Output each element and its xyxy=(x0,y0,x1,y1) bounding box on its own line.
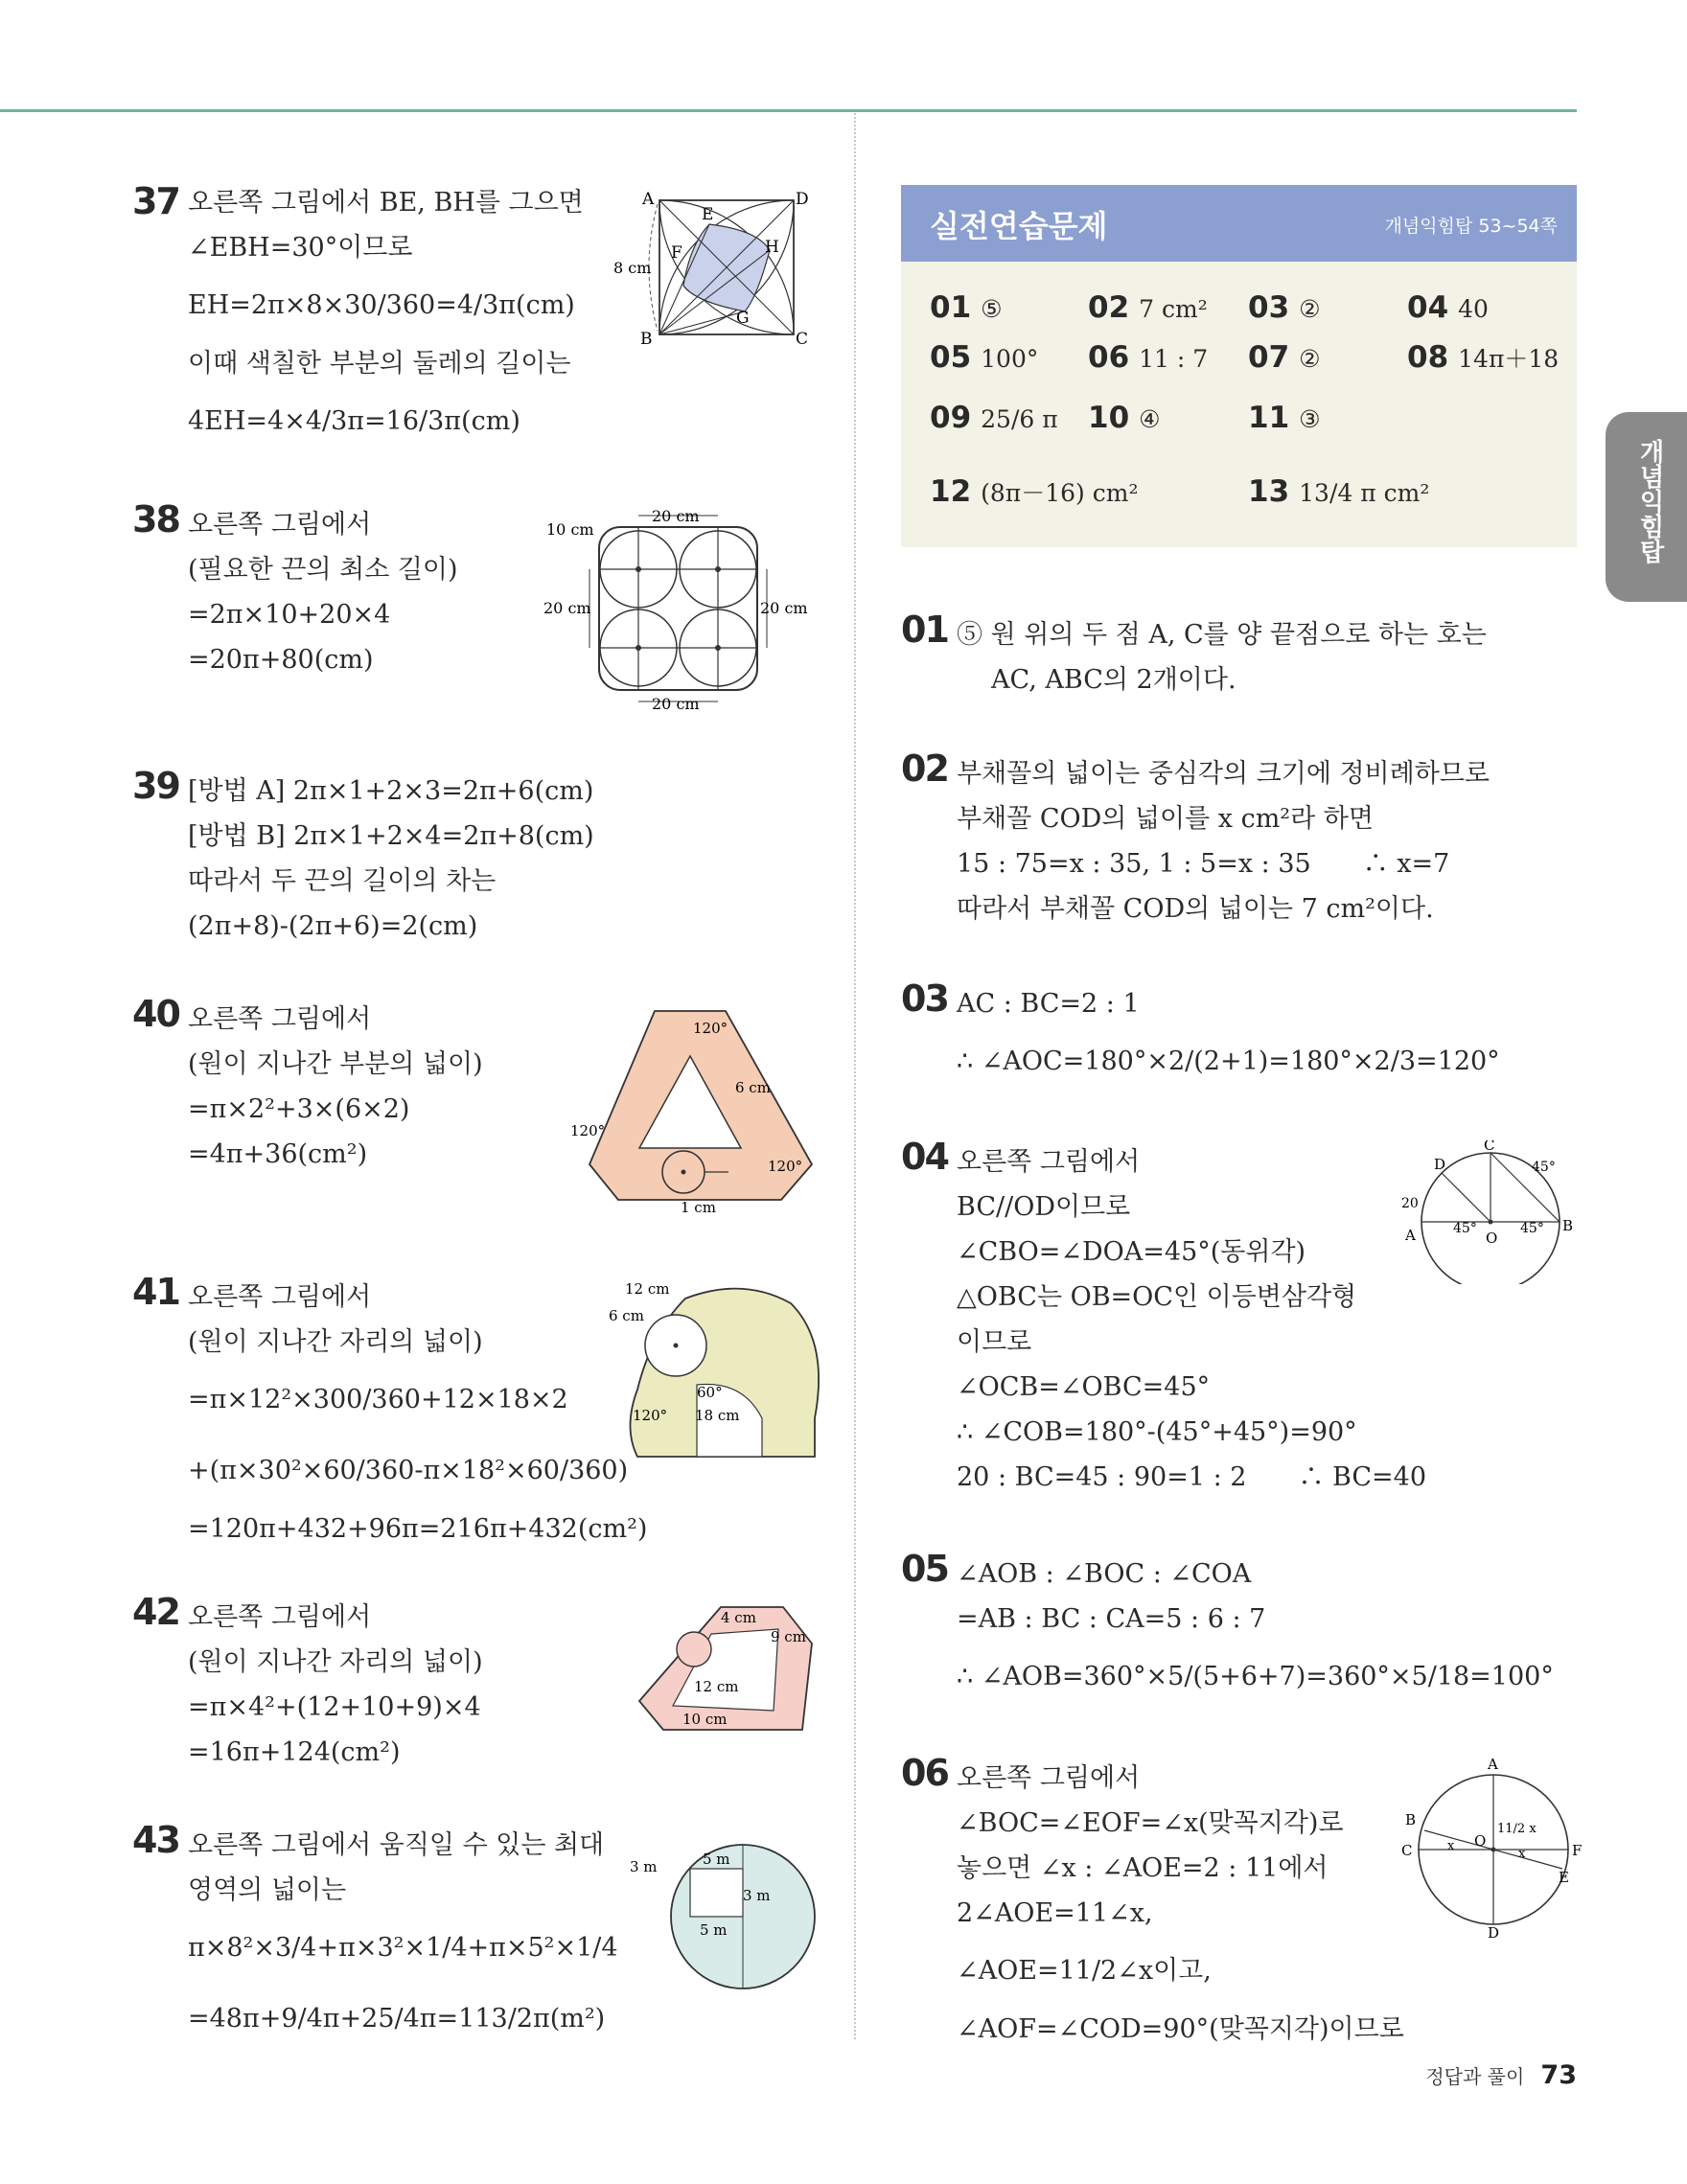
figure-40 xyxy=(570,997,820,1217)
solution-line: =AB : BC : CA=5 : 6 : 7 xyxy=(957,1604,1266,1634)
label-18cm: 18 cm xyxy=(695,1407,740,1424)
solution-line: π×8²×3/4+π×3²×1/4+π×5²×1/4 xyxy=(188,1933,618,1963)
solution-line: 오른쪽 그림에서 xyxy=(188,1004,372,1034)
label-3m-left: 3 m xyxy=(630,1858,658,1875)
solution-line: 오른쪽 그림에서 xyxy=(188,1282,372,1312)
solution-line: 오른쪽 그림에서 BE, BH를 그으면 xyxy=(188,188,584,218)
figure-06 xyxy=(1398,1754,1589,1941)
label-A: A xyxy=(642,190,655,209)
solution-line: EH=2π×8×30/360=4/3π(cm) xyxy=(188,290,575,320)
label-A: A xyxy=(1405,1227,1416,1244)
problem-number: 40 xyxy=(132,993,179,1035)
solution-line: =π×2²+3×(6×2) xyxy=(188,1094,410,1124)
solution-line: +(π×30²×60/360-π×18²×60/360) xyxy=(188,1456,629,1485)
label-radius: 1 cm xyxy=(681,1199,716,1216)
solution-line: 놓으면 ∠x : ∠AOE=2 : 11에서 xyxy=(957,1853,1329,1883)
problem-number: 05 xyxy=(901,1548,948,1590)
label-width: 6 cm xyxy=(735,1079,771,1096)
label-5m-bottom: 5 m xyxy=(700,1921,728,1939)
label-bottom: 20 cm xyxy=(652,695,700,713)
figure-42 xyxy=(625,1596,826,1749)
page-footer xyxy=(1425,2060,1577,2090)
solution-line: 4EH=4×4/3π=16/3π(cm) xyxy=(188,406,520,436)
label-E: E xyxy=(1559,1869,1569,1886)
label-20: 20 xyxy=(1401,1196,1419,1211)
label-12cm: 12 cm xyxy=(625,1280,670,1298)
label-45-top: 45° xyxy=(1532,1160,1556,1175)
label-60deg: 60° xyxy=(697,1384,723,1401)
answer-box-title: 실전연습문제 xyxy=(930,208,1108,244)
answer-box-ref: 개념익힘탑 53~54쪽 xyxy=(1384,216,1558,237)
solution-line: =120π+432+96π=216π+432(cm²) xyxy=(188,1514,648,1544)
figure-04 xyxy=(1398,1140,1589,1284)
answer-item: 02 7 cm² xyxy=(1088,290,1208,325)
section-side-tab: 개념익힘탑 xyxy=(1606,412,1687,602)
solution-line: (원이 지나간 자리의 넓이) xyxy=(188,1327,483,1357)
label-C: C xyxy=(1401,1842,1413,1859)
solution-line: ∠AOE=11/2∠x이고, xyxy=(957,1956,1212,1986)
solution-line: (필요한 끈의 최소 길이) xyxy=(188,555,458,585)
label-D: D xyxy=(1488,1924,1500,1941)
solution-line: ∠AOB : ∠BOC : ∠COA xyxy=(957,1559,1252,1589)
solution-line: AC : BC=2 : 1 xyxy=(957,989,1140,1019)
figure-37 xyxy=(613,187,815,350)
label-B: B xyxy=(1405,1811,1417,1828)
label-G: G xyxy=(736,309,750,328)
solution-line: 오른쪽 그림에서 xyxy=(957,1147,1141,1177)
solution-line: 오른쪽 그림에서 움직일 수 있는 최대 xyxy=(188,1830,605,1860)
label-12cm: 12 cm xyxy=(694,1678,739,1695)
solution-line: 영역의 넓이는 xyxy=(188,1875,347,1905)
label-O: O xyxy=(1474,1832,1487,1850)
label-5m-top: 5 m xyxy=(703,1851,730,1868)
label-x-right: x xyxy=(1518,1847,1526,1861)
problem-number: 02 xyxy=(901,747,948,790)
solution-line: ∴ ∠COB=180°-(45°+45°)=90° xyxy=(957,1417,1357,1447)
label-angle-right: 120° xyxy=(768,1158,803,1175)
solution-line: =20π+80(cm) xyxy=(188,645,374,675)
problem-number: 39 xyxy=(132,765,179,807)
label-45-left: 45° xyxy=(1453,1221,1477,1236)
problem-number: 06 xyxy=(901,1752,948,1794)
solution-line: =2π×10+20×4 xyxy=(188,600,391,630)
label-O: O xyxy=(1486,1230,1498,1247)
solution-line: 따라서 부채꼴 COD의 넓이는 7 cm²이다. xyxy=(957,894,1434,924)
solution-line: ∴ ∠AOC=180°×2/(2+1)=180°×2/3=120° xyxy=(957,1046,1500,1076)
figure-43 xyxy=(628,1826,820,2003)
solution-line: 15 : 75=x : 35, 1 : 5=x : 35 ∴ x=7 xyxy=(957,849,1450,879)
answer-item: 09 25/6 π xyxy=(930,401,1058,435)
solution-line: 오른쪽 그림에서 xyxy=(957,1763,1141,1793)
solution-line: 부채꼴 COD의 넓이를 x cm²라 하면 xyxy=(957,804,1374,834)
answer-item: 08 14π＋18 xyxy=(1407,340,1560,375)
solution-line: 오른쪽 그림에서 xyxy=(188,1602,372,1632)
problem-number: 43 xyxy=(132,1819,179,1861)
answer-item: 06 11 : 7 xyxy=(1088,340,1209,375)
label-angle-top: 120° xyxy=(693,1020,728,1037)
answer-item: 07 ② xyxy=(1248,340,1321,375)
label-D: D xyxy=(1434,1156,1446,1173)
top-rule xyxy=(0,109,1577,112)
label-6cm: 6 cm xyxy=(609,1307,644,1324)
solution-line: AC, ABC의 2개이다. xyxy=(991,665,1236,695)
solution-line: ∠CBO=∠DOA=45°(동위각) xyxy=(957,1237,1306,1267)
solution-line: [방법 B] 2π×1+2×4=2π+8(cm) xyxy=(188,821,594,851)
solution-line: 따라서 두 끈의 길이의 차는 xyxy=(188,866,497,896)
problem-number: 41 xyxy=(132,1271,179,1313)
answer-item: 04 40 xyxy=(1407,290,1489,325)
figure-41 xyxy=(599,1275,829,1466)
solution-line: (원이 지나간 자리의 넓이) xyxy=(188,1647,483,1677)
solution-line: =π×12²×300/360+12×18×2 xyxy=(188,1385,568,1414)
label-A: A xyxy=(1488,1756,1498,1773)
solution-line: ∴ ∠AOB=360°×5/(5+6+7)=360°×5/18=100° xyxy=(957,1662,1554,1691)
problem-number: 04 xyxy=(901,1136,948,1178)
solution-line: 오른쪽 그림에서 xyxy=(188,510,372,540)
problem-number: 37 xyxy=(132,180,179,222)
solution-line: 2∠AOE=11∠x, xyxy=(957,1898,1153,1928)
solution-line: =16π+124(cm²) xyxy=(188,1737,401,1767)
solution-line: =48π+9/4π+25/4π=113/2π(m²) xyxy=(188,2004,606,2034)
label-top: 20 cm xyxy=(652,508,700,525)
label-45-right: 45° xyxy=(1520,1221,1544,1236)
problem-number: 38 xyxy=(132,498,179,540)
label-angle-aoe: 11/2 x xyxy=(1497,1822,1537,1836)
answer-item: 13 13/4 π cm² xyxy=(1248,474,1430,509)
column-divider xyxy=(854,113,856,2039)
solution-line: BC//OD이므로 xyxy=(957,1192,1131,1222)
solution-line: ∠BOC=∠EOF=∠x(맞꼭지각)로 xyxy=(957,1808,1344,1838)
label-angle-left: 120° xyxy=(570,1122,606,1139)
solution-line: 이므로 xyxy=(957,1327,1032,1357)
solution-line: =π×4²+(12+10+9)×4 xyxy=(188,1692,481,1722)
solution-line: △OBC는 OB=OC인 이등변삼각형 xyxy=(957,1282,1357,1312)
answer-item: 01 ⑤ xyxy=(930,290,1003,325)
answer-item: 03 ② xyxy=(1248,290,1321,325)
label-4cm: 4 cm xyxy=(721,1609,756,1626)
solution-line: ∠AOF=∠COD=90°(맞꼭지각)이므로 xyxy=(957,2014,1404,2044)
solution-line: =4π+36(cm²) xyxy=(188,1139,368,1169)
solution-line: [방법 A] 2π×1+2×3=2π+6(cm) xyxy=(188,776,594,806)
label-D: D xyxy=(796,190,809,209)
solution-line: ∠OCB=∠OBC=45° xyxy=(957,1372,1211,1402)
solution-line: (2π+8)-(2π+6)=2(cm) xyxy=(188,911,478,941)
page-number: 73 xyxy=(1540,2060,1577,2090)
solution-line: 20 : BC=45 : 90=1 : 2 ∴ BC=40 xyxy=(957,1462,1427,1492)
label-E: E xyxy=(702,205,714,224)
problem-number: 03 xyxy=(901,977,948,1020)
label-3m-right: 3 m xyxy=(743,1887,771,1904)
label-B: B xyxy=(1562,1217,1574,1234)
label-F: F xyxy=(1572,1842,1583,1859)
problem-number: 42 xyxy=(132,1591,179,1633)
solution-line: ∠EBH=30°이므로 xyxy=(188,233,413,263)
solution-line: (원이 지나간 부분의 넓이) xyxy=(188,1049,483,1079)
answer-item: 11 ③ xyxy=(1248,401,1321,435)
label-radius: 10 cm xyxy=(546,520,594,539)
figure-38 xyxy=(542,508,820,714)
footer-label: 정답과 풀이 xyxy=(1425,2065,1525,2088)
label-H: H xyxy=(765,238,779,257)
label-left: 20 cm xyxy=(543,599,591,617)
solution-line: 이때 색칠한 부분의 둘레의 길이는 xyxy=(188,349,571,379)
solution-line: ⑤ 원 위의 두 점 A, C를 양 끝점으로 하는 호는 xyxy=(957,620,1487,650)
label-120deg: 120° xyxy=(633,1407,668,1424)
answer-item: 10 ④ xyxy=(1088,401,1161,435)
label-B: B xyxy=(640,330,653,349)
answer-box xyxy=(901,185,1577,547)
answer-box-header xyxy=(901,185,1577,262)
answer-item: 05 100° xyxy=(930,340,1039,375)
answer-item: 12 (8π－16) cm² xyxy=(930,474,1139,509)
label-C: C xyxy=(1484,1140,1495,1154)
label-side: 8 cm xyxy=(613,259,652,277)
label-x-left: x xyxy=(1447,1839,1455,1853)
label-9cm: 9 cm xyxy=(771,1628,806,1645)
label-right: 20 cm xyxy=(760,599,808,617)
label-10cm: 10 cm xyxy=(682,1711,728,1728)
problem-number: 01 xyxy=(901,609,948,651)
label-C: C xyxy=(796,330,809,349)
label-F: F xyxy=(671,243,682,263)
solution-line: 부채꼴의 넓이는 중심각의 크기에 정비례하므로 xyxy=(957,759,1490,789)
